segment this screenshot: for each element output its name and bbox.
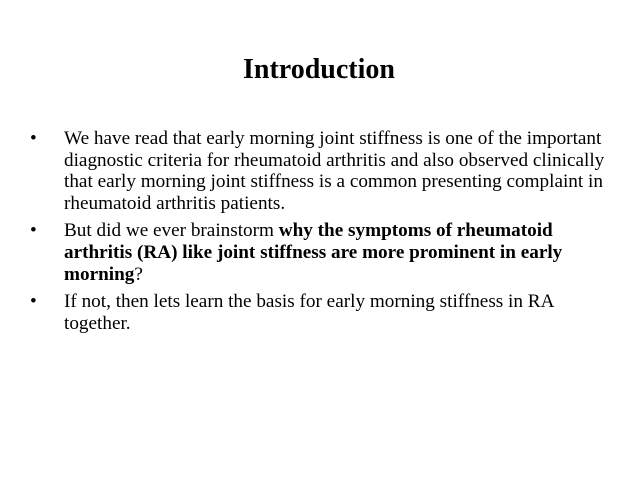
bullet-icon: • [30,128,37,149]
bullet-item-3 [30,291,605,334]
bullet-icon: • [30,220,37,242]
bullet-list [30,128,605,340]
bullet-text-intro: But did we ever brainstorm [64,220,279,242]
bullet-item-1 [30,128,605,214]
bullet-text: If not, then lets learn the basis for early morning stiffness in RA together. [64,291,554,334]
slide-title: Introduction [243,54,395,85]
bullet-icon: • [30,291,37,313]
bullet-text-end: ? [134,263,143,285]
bullet-text: We have read that early morning joint stiffness is one of the important diagnostic criteria for rheumatoid arthritis and also observed clinically that early morning joint stiffness is a common presenting complaint in rheumatoid arthritis patients. [64,128,605,214]
bullet-item-2 [30,220,605,285]
bullet-text-emphasis: why the symptoms of rheumatoid arthritis (RA) like joint stiffness are more prominent in early morning [64,220,563,285]
